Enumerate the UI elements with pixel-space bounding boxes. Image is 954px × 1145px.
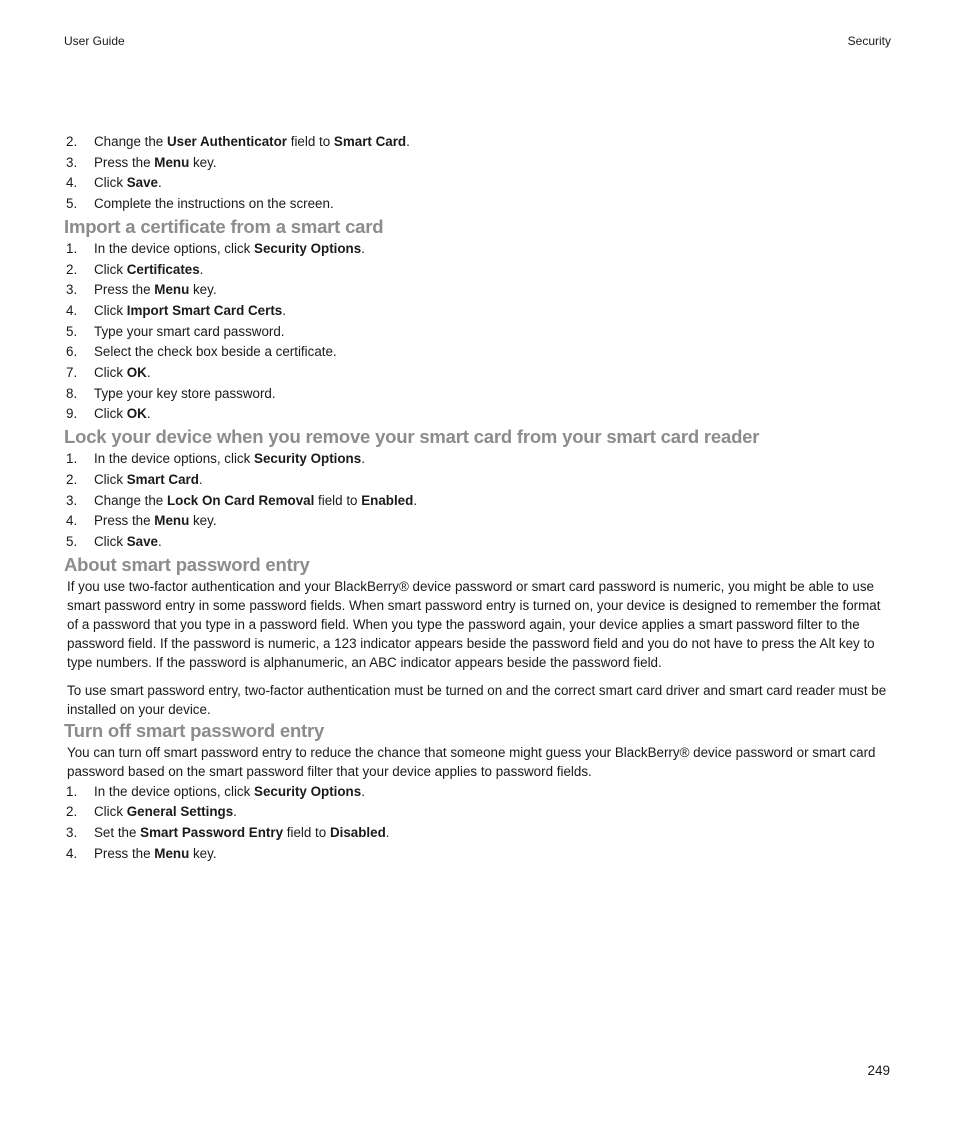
step-number: 4. <box>66 302 78 318</box>
step-text: . <box>406 134 410 149</box>
turn-off-steps <box>64 782 894 865</box>
list-item <box>64 470 894 491</box>
list-item <box>64 363 894 384</box>
ui-term: OK <box>126 406 147 422</box>
ui-term: OK <box>126 365 147 381</box>
step-text: Press the <box>94 513 155 529</box>
step-number: 3. <box>66 282 78 298</box>
list-item <box>64 511 894 532</box>
step-number: 2. <box>66 261 78 277</box>
about-smart-password-heading: About smart password entry <box>64 553 310 575</box>
step-text: . <box>413 492 418 508</box>
step-text: Set the <box>94 824 141 840</box>
running-header <box>64 33 891 49</box>
step-number: 2. <box>66 471 78 487</box>
step-text: . <box>385 824 390 840</box>
list-item <box>64 301 894 322</box>
step-text: Press the <box>94 845 155 861</box>
list-item <box>64 153 894 174</box>
step-text: key. <box>189 845 217 861</box>
step-text: key. <box>189 513 217 529</box>
ui-term: Save <box>126 175 159 191</box>
step-text: Click <box>94 175 127 191</box>
ui-term: Save <box>126 533 159 549</box>
lock-device-steps <box>64 449 894 553</box>
step-number: 3. <box>66 824 78 840</box>
step-text: key. <box>189 282 217 298</box>
step-text: Complete the instructions on the screen. <box>94 196 334 212</box>
step-text: . <box>282 302 286 318</box>
list-item <box>64 491 894 512</box>
ui-term: Smart Password Entry <box>140 824 284 840</box>
step-number: 5. <box>66 533 78 549</box>
list-item <box>64 260 894 281</box>
list-item <box>64 782 894 803</box>
header-chapter-title: Security <box>847 34 891 48</box>
step-text: . <box>199 261 204 277</box>
step-text: Type your smart card password. <box>94 323 285 339</box>
ui-term: Smart Card <box>333 134 407 149</box>
step-number: 2. <box>66 804 78 820</box>
step-text: Click <box>94 533 127 549</box>
step-text: . <box>146 365 151 381</box>
list-item <box>64 844 894 865</box>
step-number: 4. <box>66 175 78 191</box>
list-item <box>64 404 894 425</box>
step-number: 5. <box>66 196 78 212</box>
import-certificate-heading: Import a certificate from a smart card <box>64 215 384 237</box>
step-text: field to <box>287 134 334 149</box>
list-item <box>64 322 894 343</box>
list-item <box>64 384 894 405</box>
step-number: 2. <box>66 134 78 149</box>
step-number: 6. <box>66 344 78 360</box>
step-text: In the device options, click <box>94 783 255 799</box>
step-number: 8. <box>66 385 78 401</box>
ui-term: Security Options <box>254 240 362 256</box>
step-text: . <box>146 406 151 422</box>
list-item <box>64 132 894 153</box>
continued-steps-list <box>64 132 894 215</box>
list-item <box>64 802 894 823</box>
list-item <box>64 342 894 363</box>
about-paragraph-1: If you use two-factor authentication and your BlackBerry® device password or smart card password is numeric, you might be able to use smart password entry in some password fields. When smart password entry is turned on, your device is designed to remember the format of a password that you type in a password field. When you type the password again, your device applies a smart password filter to the password field. If the password is numeric, a 123 indicator appears beside the password field and you do not have to press the Alt key to type numbers. If the password is alphanumeric, an ABC indicator appears beside the password field. <box>67 578 881 671</box>
step-text: . <box>198 471 203 487</box>
ui-term: Disabled <box>329 824 386 840</box>
list-item <box>64 823 894 844</box>
page-number: 249 <box>867 1063 890 1078</box>
step-text: Click <box>94 365 127 381</box>
ui-term: Security Options <box>254 451 362 467</box>
import-certificate-steps <box>64 239 894 425</box>
ui-term: Menu <box>154 513 190 529</box>
ui-term: Menu <box>154 845 190 861</box>
step-text: Select the check box beside a certificate. <box>94 344 337 360</box>
step-text: Click <box>94 261 127 277</box>
step-text: Change the <box>94 492 167 508</box>
step-number: 5. <box>66 323 78 339</box>
ui-term: Smart Card <box>126 471 199 487</box>
step-text: . <box>361 240 365 256</box>
turn-off-smart-password-heading: Turn off smart password entry <box>64 720 325 742</box>
step-number: 3. <box>66 154 78 170</box>
ui-term: Security Options <box>254 783 362 799</box>
step-text: field to <box>314 492 362 508</box>
step-number: 3. <box>66 492 78 508</box>
header-doc-title: User Guide <box>64 34 125 48</box>
step-text: . <box>158 175 162 191</box>
ui-term: Enabled <box>361 492 414 508</box>
step-text: In the device options, click <box>94 451 255 467</box>
step-text: key. <box>189 154 217 170</box>
step-text: Click <box>94 471 127 487</box>
step-text: Press the <box>94 282 155 298</box>
step-text: Press the <box>94 154 155 170</box>
step-text: Click <box>94 804 127 820</box>
step-number: 1. <box>66 783 78 799</box>
step-text: Click <box>94 406 127 422</box>
list-item <box>64 194 894 215</box>
ui-term: Certificates <box>126 261 200 277</box>
step-number: 4. <box>66 513 78 529</box>
step-text: . <box>361 783 365 799</box>
step-number: 9. <box>66 406 78 422</box>
ui-term: General Settings <box>126 804 234 820</box>
list-item <box>64 239 894 260</box>
step-number: 1. <box>66 451 78 467</box>
about-paragraph-2: To use smart password entry, two-factor authentication must be turned on and the correct smart card driver and smart card reader must be installed on your device. <box>67 683 887 718</box>
list-item <box>64 449 894 470</box>
page-content <box>64 132 894 864</box>
ui-term: User Authenticator <box>166 134 288 149</box>
step-number: 1. <box>66 240 78 256</box>
list-item <box>64 280 894 301</box>
ui-term: Import Smart Card Certs <box>126 302 283 318</box>
step-number: 7. <box>66 365 78 381</box>
step-text: . <box>233 804 237 820</box>
step-text: . <box>158 533 162 549</box>
turn-off-intro: You can turn off smart password entry to reduce the chance that someone might guess your BlackBerry® device password or smart card password based on the smart password filter that your device applies to password fields. <box>67 745 876 780</box>
step-text: Type your key store password. <box>94 385 276 401</box>
step-text: Change the <box>94 134 167 149</box>
list-item <box>64 173 894 194</box>
step-text: field to <box>283 824 330 840</box>
step-text: Click <box>94 302 127 318</box>
ui-term: Menu <box>154 282 190 298</box>
step-text: In the device options, click <box>94 240 255 256</box>
list-item <box>64 532 894 553</box>
ui-term: Menu <box>154 154 190 170</box>
lock-device-heading: Lock your device when you remove your smart card from your smart card reader <box>64 426 760 448</box>
ui-term: Lock On Card Removal <box>166 492 315 508</box>
step-number: 4. <box>66 845 78 861</box>
step-text: . <box>361 451 365 467</box>
